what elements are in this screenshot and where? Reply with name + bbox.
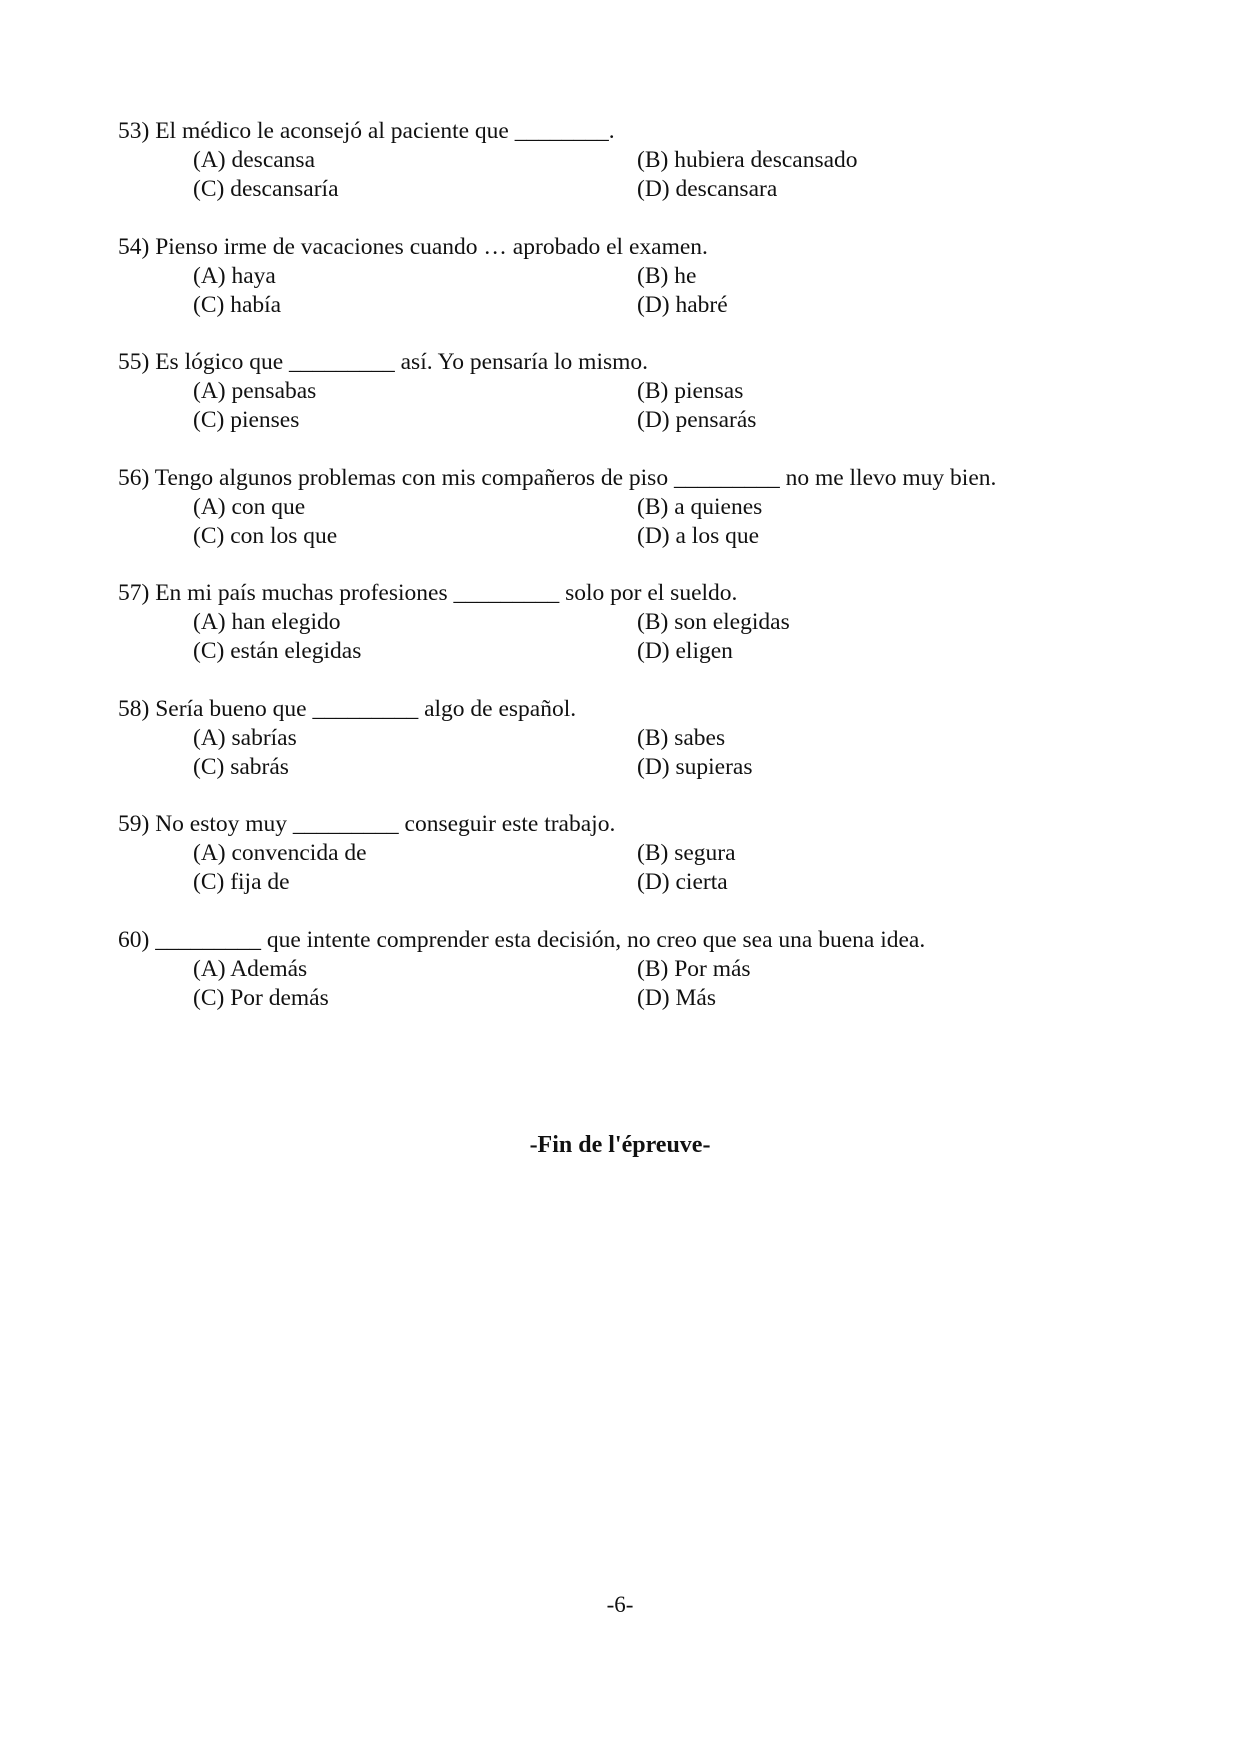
question-59 [118, 810, 1118, 897]
option-c: (C) descansaría [193, 176, 339, 202]
answer-options [118, 262, 1118, 320]
option-b: (B) segura [637, 840, 736, 866]
question-58 [118, 695, 1118, 782]
question-54 [118, 233, 1118, 320]
option-a: (A) pensabas [193, 378, 317, 404]
option-a: (A) Además [193, 955, 308, 982]
option-a: (A) convencida de [193, 840, 367, 866]
option-a: (A) han elegido [193, 609, 341, 635]
option-d: (D) descansara [637, 176, 778, 202]
question-60 [118, 926, 1118, 1013]
option-d: (D) cierta [637, 869, 728, 895]
option-b: (B) son elegidas [637, 609, 790, 635]
answer-options [118, 146, 1118, 204]
option-d: (D) a los que [637, 522, 760, 549]
answer-options [118, 377, 1118, 435]
question-text: 59) No estoy muy _________ conseguir este trabajo. [118, 811, 616, 837]
option-a: (A) descansa [193, 147, 316, 173]
option-d: (D) supieras [637, 753, 753, 780]
question-55 [118, 348, 1118, 435]
question-text: 57) En mi país muchas profesiones _________ solo por el sueldo. [118, 580, 738, 606]
option-c: (C) están elegidas [193, 638, 362, 664]
option-c: (C) fija de [193, 869, 290, 895]
answer-options [118, 493, 1118, 551]
option-a: (A) haya [193, 262, 276, 289]
option-c: (C) pienses [193, 407, 300, 433]
option-a: (A) con que [193, 493, 306, 520]
option-a: (A) sabrías [193, 724, 297, 751]
option-b: (B) Por más [637, 955, 751, 982]
question-text: 54) Pienso irme de vacaciones cuando … aprobado el examen. [118, 233, 708, 260]
answer-options [118, 955, 1118, 1013]
question-53 [118, 117, 1118, 204]
end-of-exam-note: -Fin de l'épreuve- [529, 1132, 711, 1158]
question-text: 56) Tengo algunos problemas con mis compañeros de piso _________ no me llevo muy bien. [118, 464, 997, 491]
answer-options [118, 608, 1118, 666]
option-d: (D) pensarás [637, 407, 757, 433]
answer-options [118, 839, 1118, 897]
option-b: (B) he [637, 262, 697, 289]
question-list [118, 117, 1118, 1041]
question-57 [118, 579, 1118, 666]
option-d: (D) habré [637, 291, 728, 318]
question-text: 53) El médico le aconsejó al paciente que ________. [118, 118, 615, 144]
question-text: 60) _________ que intente comprender esta decisión, no creo que sea una buena idea. [118, 926, 926, 953]
page-number: -6- [606, 1592, 634, 1617]
question-text: 55) Es lógico que _________ así. Yo pensaría lo mismo. [118, 349, 649, 375]
option-b: (B) piensas [637, 378, 744, 404]
question-text: 58) Sería bueno que _________ algo de español. [118, 695, 577, 722]
option-c: (C) había [193, 291, 282, 318]
option-b: (B) hubiera descansado [637, 147, 858, 173]
option-b: (B) sabes [637, 724, 726, 751]
option-d: (D) Más [637, 984, 716, 1011]
option-c: (C) sabrás [193, 753, 289, 780]
option-c: (C) Por demás [193, 984, 329, 1011]
option-c: (C) con los que [193, 522, 338, 549]
question-56 [118, 464, 1118, 551]
answer-options [118, 724, 1118, 782]
option-b: (B) a quienes [637, 493, 763, 520]
option-d: (D) eligen [637, 638, 733, 664]
